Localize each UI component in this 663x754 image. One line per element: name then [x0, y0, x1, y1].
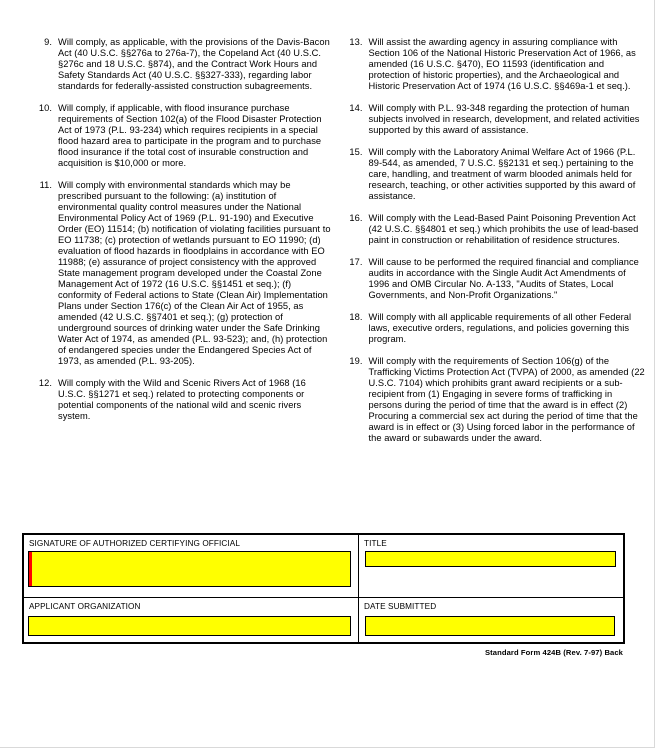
- item-text: Will comply with all applicable requirements of all other Federal laws, executive orders, regulations, and policies governing this program.: [368, 312, 632, 344]
- item-text: Will assist the awarding agency in assuring compliance with Section 106 of the National Historic Preservation Act of 1966, as amended (16 U.S.C. §470), EO 11593 (identification and protection of historic properties), and the Archaeological and Historic Preservation Act of 1974 (16 U.S.C. §§469a-1 et seq.).: [368, 37, 636, 91]
- signature-cell: [24, 535, 359, 598]
- list-item-16: [349, 213, 649, 246]
- text-cursor: [29, 552, 32, 586]
- item-number: 15.: [349, 147, 363, 157]
- right-column: [349, 37, 649, 455]
- item-number: 18.: [349, 312, 363, 322]
- date-submitted-cell: [359, 598, 623, 642]
- item-number: 13.: [349, 37, 363, 47]
- item-text: Will cause to be performed the required financial and compliance audits in accordance with the Single Audit Act Amendments of 1996 and OMB Circular No. A-133, "Audits of States, Local Governments, and Non-Profit Organizations.": [368, 257, 639, 300]
- item-text: Will comply with the Wild and Scenic Rivers Act of 1968 (16 U.S.C. §§1271 et seq.) related to protecting components or potential components of the national wild and scenic rivers system.: [58, 378, 306, 421]
- item-text: Will comply, as applicable, with the provisions of the Davis-Bacon Act (40 U.S.C. §§276a to 276a-7), the Copeland Act (40 U.S.C. §276c and 18 U.S.C. §874), and the Contract Work Hours and Safety Standards Act (40 U.S.C. §§327-333), regarding labor standards for federally-assisted construction subagreements.: [58, 37, 330, 91]
- page-edge: [0, 747, 655, 748]
- applicant-organization-field[interactable]: [28, 616, 351, 636]
- page-edge: [654, 0, 655, 748]
- item-number: 17.: [349, 257, 363, 267]
- item-number: 9.: [44, 37, 52, 47]
- title-field[interactable]: [365, 551, 616, 567]
- list-item-9: [38, 37, 334, 92]
- form-identifier-footer: Standard Form 424B (Rev. 7-97) Back: [485, 648, 623, 657]
- left-column: [38, 37, 334, 455]
- list-item-14: [349, 103, 649, 136]
- list-item-10: [38, 103, 334, 169]
- signature-label: SIGNATURE OF AUTHORIZED CERTIFYING OFFICIAL: [29, 539, 240, 548]
- item-text: Will comply, if applicable, with flood insurance purchase requirements of Section 102(a) of the Flood Disaster Protection Act of 1973 (P.L. 93-234) which requires recipients in a special flood hazard area to participate in the program and to purchase flood insurance if the total cost of insurable construction and acquisition is $10,000 or more.: [58, 103, 322, 168]
- date-submitted-field[interactable]: [365, 616, 615, 636]
- item-text: Will comply with the Lead-Based Paint Poisoning Prevention Act (42 U.S.C. §§4801 et seq.) which prohibits the use of lead-based paint in construction or rehabilitation of residence structures.: [368, 213, 639, 245]
- item-number: 14.: [349, 103, 363, 113]
- list-item-11: [38, 180, 334, 367]
- list-item-19: [349, 356, 649, 444]
- item-number: 12.: [38, 378, 52, 388]
- item-number: 16.: [349, 213, 363, 223]
- item-text: Will comply with the requirements of Section 106(g) of the Trafficking Victims Protection Act (TVPA) of 2000, as amended (22 U.S.C. 7104) which prohibits grant award recipients or a sub-recipient from (1) Engaging in severe forms of trafficking in persons during the period of time that the award is in effect (2) Procuring a commercial sex act during the period of time that the award is in effect or (3) Using forced labor in the performance of the award or subawards under the award.: [368, 356, 645, 443]
- title-cell: [359, 535, 623, 598]
- item-text: Will comply with the Laboratory Animal Welfare Act of 1966 (P.L. 89-544, as amended, 7 U.S.C. §§2131 et seq.) pertaining to the care, handling, and treatment of warm blooded animals held for research, teaching, or other activities supported by this award of assistance.: [368, 147, 636, 201]
- item-text: Will comply with environmental standards which may be prescribed pursuant to the following: (a) institution of environmental quality control measures under the National Environmental Policy Act of 1969 (P.L. 91-190) and Executive Order (EO) 11514; (b) notification of violating facilities pursuant to EO 11738; (c) protection of wetlands pursuant to EO 11990; (d) evaluation of flood hazards in floodplains in accordance with EO 11988; (e) assurance of project consistency with the approved State management program developed under the Coastal Zone Management Act of 1972 (16 U.S.C. §§1451 et seq.); (f) conformity of Federal actions to State (Clean Air) Implementation Plans under Section 176(c) of the Clean Air Act of 1955, as amended (42 U.S.C. §§7401 et seq.); (g) protection of underground sources of drinking water under the Safe Drinking Water Act of 1974, as amended (P.L. 93-523); and, (h) protection of endangered species under the Endangered Species Act of 1973, as amended (P.L. 93-205).: [58, 180, 331, 366]
- list-item-17: [349, 257, 649, 301]
- list-item-18: [349, 312, 649, 345]
- date-submitted-label: DATE SUBMITTED: [364, 602, 437, 611]
- signature-field[interactable]: [28, 551, 351, 587]
- title-label: TITLE: [364, 539, 387, 548]
- item-number: 11.: [39, 180, 52, 190]
- list-item-12: [38, 378, 334, 422]
- item-number: 19.: [349, 356, 363, 366]
- item-text: Will comply with P.L. 93-348 regarding the protection of human subjects involved in research, development, and related activities supported by this award of assistance.: [368, 103, 640, 135]
- signature-block-table: [22, 533, 625, 644]
- list-item-13: [349, 37, 649, 92]
- assurances-list: [38, 37, 648, 455]
- item-number: 10.: [38, 103, 52, 113]
- applicant-organization-label: APPLICANT ORGANIZATION: [29, 602, 141, 611]
- applicant-organization-cell: [24, 598, 359, 642]
- list-item-15: [349, 147, 649, 202]
